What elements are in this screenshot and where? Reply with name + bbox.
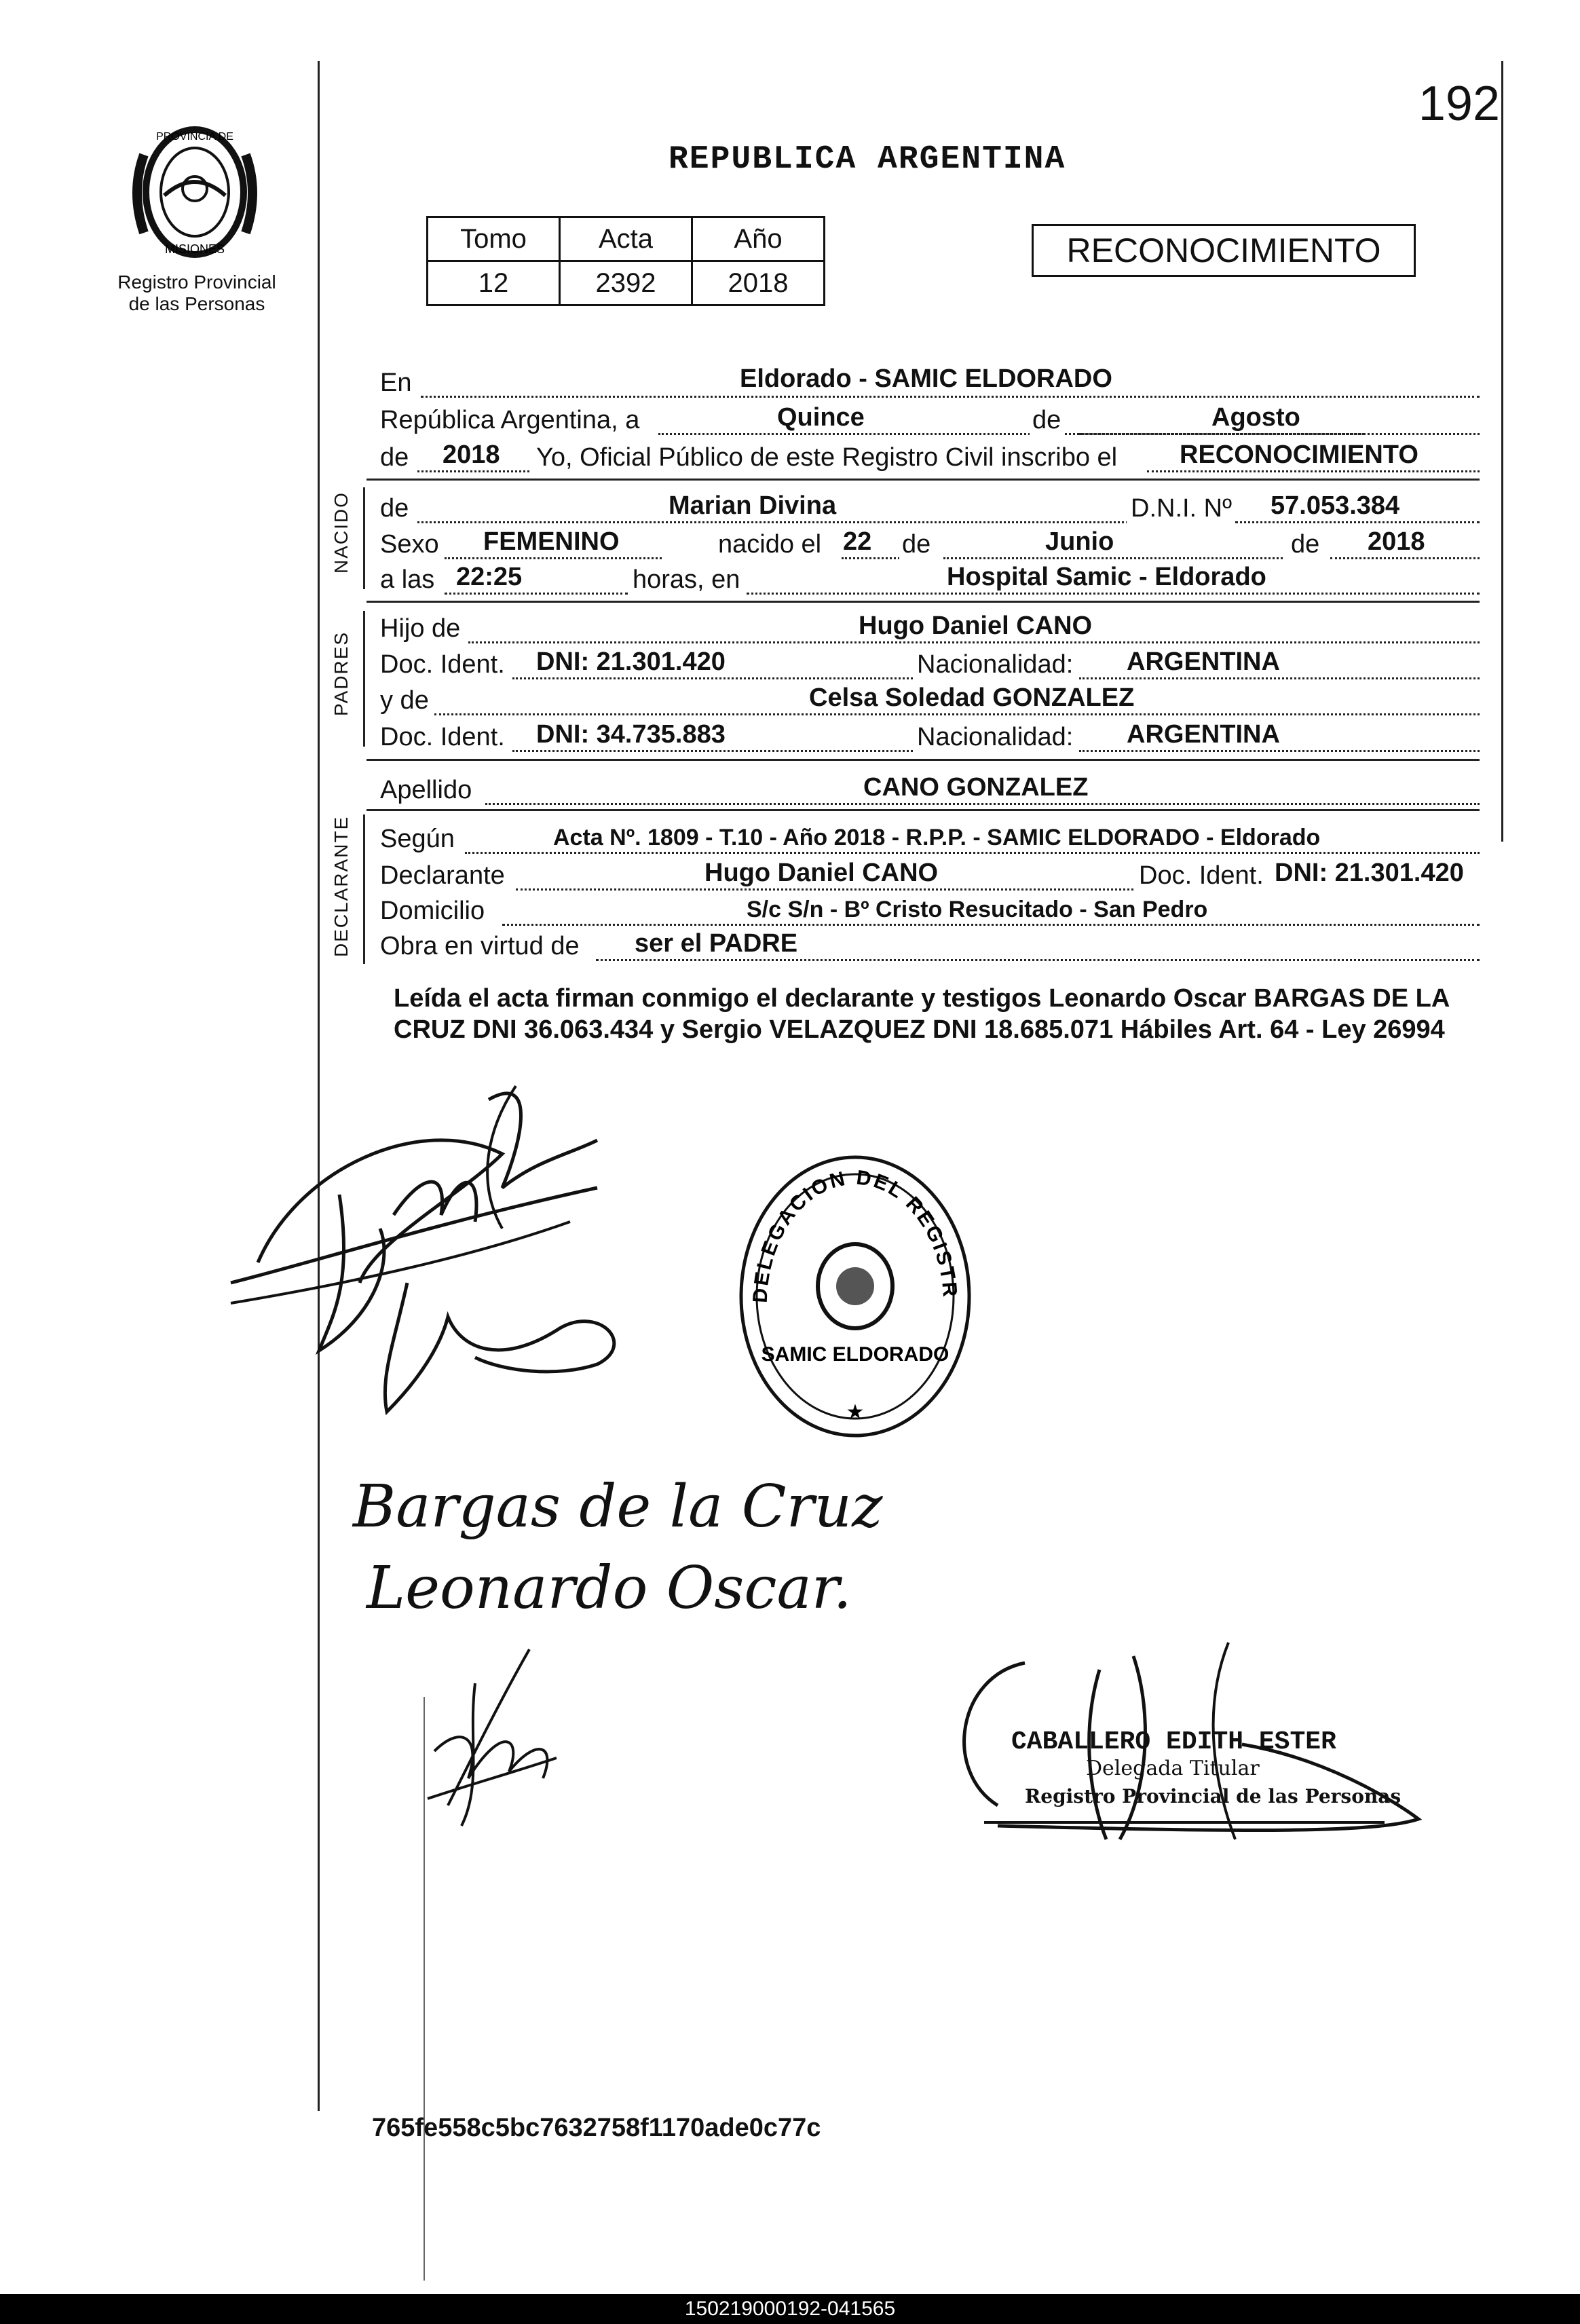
value-obra: ser el PADRE [635,929,798,958]
label-inscribo: Yo, Oficial Público de este Registro Civil inscribo el [536,443,1118,472]
value-padre-nac: ARGENTINA [1127,648,1280,676]
seal-inner-text: SAMIC ELDORADO [761,1343,949,1366]
row-inscripcion [380,434,1480,475]
value-lugar-nac: Hospital Samic - Eldorado [947,563,1266,591]
value-dia: Quince [777,403,865,432]
label-doc-ident-madre: Doc. Ident. [380,723,505,751]
table-header-acta: Acta [560,217,692,261]
label-sexo: Sexo [380,530,439,559]
dotted-line [485,803,1480,805]
witness-handwriting-line1: Bargas de la Cruz [353,1473,883,1541]
officer-name: CABALLERO EDITH ESTER [1011,1727,1336,1757]
value-declarante-doc: DNI: 21.301.420 [1275,859,1464,887]
closing-note: Leída el acta firman conmigo el declarante y testigos Leonardo Oscar BARGAS DE LA CRUZ DNI 36.063.434 y Sergio VELAZQUEZ DNI 18.685.071 Hábiles Art. 64 - Ley 26994 [394,984,1449,1044]
side-label-padres: PADRES [331,631,352,716]
value-dia-nac: 22 [843,527,872,556]
officer-role: Delegada Titular [1086,1757,1260,1780]
footer-code: 150219000192-041565 [0,2294,1580,2324]
section-rule [366,601,1480,603]
table-value-acta: 2392 [560,261,692,305]
value-padre: Hugo Daniel CANO [859,612,1093,640]
declarant-signature [217,1059,665,1439]
label-de-month: de [1030,406,1064,435]
side-label-nacido: NACIDO [331,491,352,574]
value-madre-nac: ARGENTINA [1127,720,1280,749]
dotted-line [596,959,1480,961]
logo-caption-line1: Registro Provincial [117,271,276,293]
label-declarante: Declarante [380,861,505,890]
table-header-tomo: Tomo [428,217,560,261]
dotted-line [1079,750,1480,752]
witness-handwriting-line2: Leonardo Oscar. [366,1554,852,1622]
label-obra: Obra en virtud de [380,932,580,960]
label-y-de: y de [380,686,429,715]
label-doc-ident-padre: Doc. Ident. [380,650,505,679]
value-madre-doc: DNI: 34.735.883 [536,720,726,749]
row-segun [380,816,1480,857]
row-fecha [380,397,1480,438]
row-madre [380,677,1480,718]
right-margin-rule [1501,61,1503,842]
dotted-line [747,593,1480,595]
value-padre-doc: DNI: 21.301.420 [536,648,726,676]
document-hash: 765fe558c5bc7632758f1170ade0c77c [372,2114,821,2142]
declarante-bracket [363,814,365,964]
nacido-bracket [363,487,365,589]
value-declarante: Hugo Daniel CANO [704,859,939,887]
label-de-anio: de [1291,530,1320,559]
value-lugar: Eldorado - SAMIC ELDORADO [740,364,1112,393]
label-nacido: nacido el [718,530,822,559]
row-domicilio [380,888,1480,929]
value-apellido: CANO GONZALEZ [863,773,1089,802]
row-madre-doc [380,714,1480,755]
value-acto: RECONOCIMIENTO [1180,441,1418,469]
record-table [426,216,825,306]
row-apellido [380,767,1480,808]
logo-caption [109,271,285,315]
seal-top-text: PROVINCIA DE [156,131,233,143]
row-obra [380,923,1480,964]
value-hora: 22:25 [456,563,523,591]
row-declarante [380,852,1480,893]
table-value-anio: 2018 [692,261,825,305]
table-value-tomo: 12 [428,261,560,305]
label-nacionalidad-padre: Nacionalidad: [913,650,1073,679]
dotted-line [417,470,529,472]
label-doc-ident-declarante: Doc. Ident. [1135,861,1264,891]
row-nombre [380,485,1480,526]
value-domicilio: S/c S/n - Bº Cristo Resucitado - San Pedro [747,897,1208,922]
officer-org: Registro Provincial de las Personas [1025,1785,1402,1807]
label-horas: horas, en [633,565,740,594]
label-domicilio: Domicilio [380,897,485,925]
page-number: 192 [1418,77,1500,131]
label-a-las: a las [380,565,435,594]
value-segun: Acta Nº. 1809 - T.10 - Año 2018 - R.P.P. - SAMIC ELDORADO - Eldorado [553,825,1321,850]
row-sexo [380,521,1480,562]
seal-outer-text: DELEGACION DEL REGISTR [749,1166,962,1304]
row-padre [380,605,1480,646]
label-segun: Según [380,825,455,853]
side-label-declarante: DECLARANTE [331,815,352,957]
label-republica: República Argentina, a [380,406,640,434]
label-de-name: de [380,494,409,523]
value-madre: Celsa Soledad GONZALEZ [809,683,1135,712]
dotted-line [445,593,628,595]
row-hora [380,557,1480,597]
row-en [380,360,1480,400]
witness-signature [407,1643,584,1833]
value-dni: 57.053.384 [1271,491,1400,520]
value-mes: Agosto [1211,403,1300,432]
dotted-line [1147,470,1480,472]
value-sexo: FEMENINO [483,527,620,556]
label-hijo-de: Hijo de [380,614,461,643]
label-en: En [380,369,412,397]
value-anio: 2018 [443,441,500,469]
section-rule [366,479,1480,481]
value-nombre: Marian Divina [669,491,837,520]
row-padre-doc [380,641,1480,682]
label-nacionalidad-madre: Nacionalidad: [913,723,1073,752]
section-rule [366,759,1480,761]
value-anio-nac: 2018 [1368,527,1425,556]
svg-text:★: ★ [846,1400,865,1424]
table-header-anio: Año [692,217,825,261]
label-de-mes: de [899,530,933,559]
delegation-seal [733,1133,977,1439]
province-logo [124,114,266,263]
seal-bottom-text: MISIONES [164,242,225,256]
logo-caption-line2: de las Personas [128,293,265,314]
value-mes-nac: Junio [1045,527,1114,556]
document-title: REPUBLICA ARGENTINA [669,141,1066,178]
record-type-box: RECONOCIMIENTO [1032,224,1416,277]
label-dni: D.N.I. Nº [1127,494,1232,523]
padres-bracket [363,611,365,747]
label-apellido: Apellido [380,776,472,804]
section-rule [366,809,1480,811]
label-de-year: de [380,443,409,472]
